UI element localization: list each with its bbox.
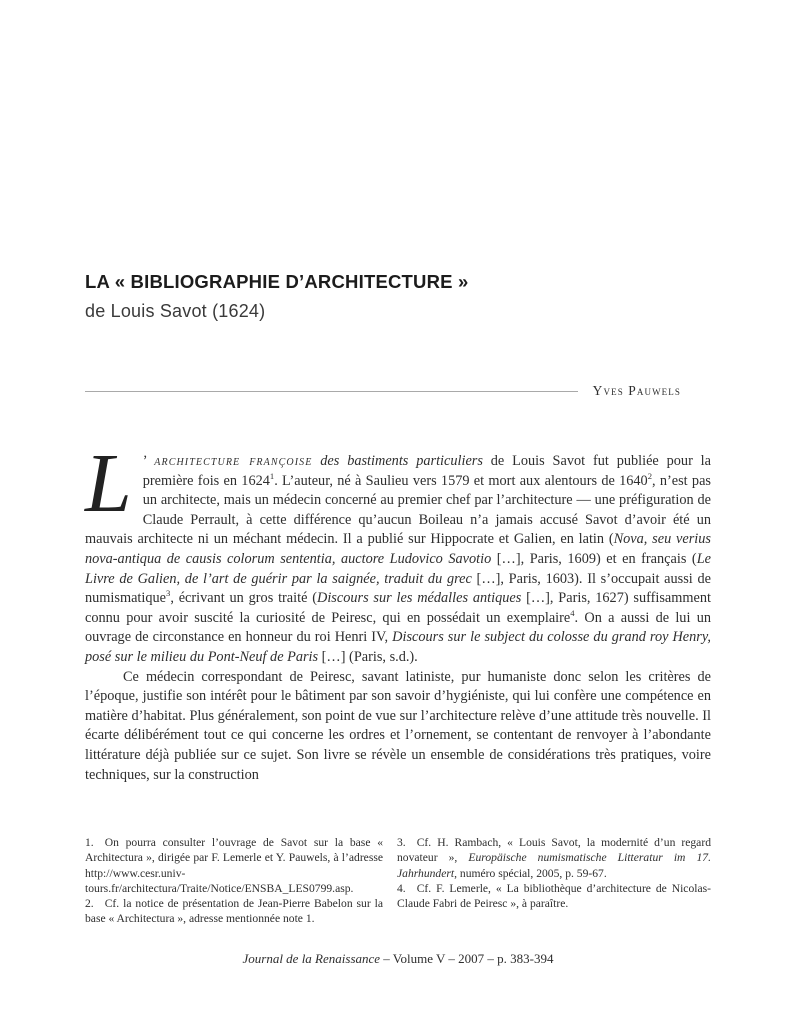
article-body <box>85 437 711 785</box>
author-row <box>85 383 681 399</box>
paragraph-1 <box>85 437 711 668</box>
author-rule-divider <box>85 391 578 392</box>
footnote-4-text: Cf. F. Lemerle, « La bibliothèque d’architecture de Nicolas-Claude Fabri de Peiresc », à paraître. <box>397 881 711 911</box>
article-subtitle: de Louis Savot (1624) <box>85 301 266 321</box>
title-block <box>85 271 711 322</box>
footnote-2 <box>85 896 383 927</box>
footnote-1-text: On pourra consulter l’ouvrage de Savot sur la base « Architectura », dirigée par F. Lemerle et Y. Pauwels, à l’adresse http://www.cesr.univ-tours.fr/architectura/Traite/Notice/ENSBA_LES0799.asp. <box>85 836 383 895</box>
footnote-3 <box>397 835 711 881</box>
journal-footer: Journal de la Renaissance – Volume V – 2007 – p. 383-394 <box>242 951 554 966</box>
footnote-2-text: Cf. la notice de présentation de Jean-Pierre Babelon sur la base « Architectura », adresse mentionnée note 1. <box>85 897 383 926</box>
footnote-4 <box>397 881 711 912</box>
footnote-3-number: 3. <box>397 836 406 849</box>
footnotes-section <box>85 835 711 927</box>
footnote-3-text: Cf. H. Rambach, « Louis Savot, la modernité d’un regard novateur », Europäische numismatische Litteratur im 17. Jahrhundert, numéro spécial, 2005, p. 59-67. <box>397 836 711 880</box>
footnote-2-number: 2. <box>85 897 94 911</box>
footnotes-column-right <box>397 835 711 927</box>
author-name: Yves Pauwels <box>592 383 681 398</box>
footnote-1 <box>85 835 383 896</box>
paragraph-2: Ce médecin correspondant de Peiresc, savant latiniste, pur humaniste donc selon les critères de l’époque, justifie son intérêt pour le bâtiment par son savoir d’hygiéniste, qui lui confère une compétence en matière d’habitat. Plus généralement, son point de vue sur l’architecture relève d’une attitude très nouvelle. Il écarte délibérément tout ce qui concerne les ordres et l’ornement, se contentant de renvoyer à l’abondante littérature déjà publiée sur ce sujet. Son livre se révèle un ensemble de considérations très pratiques, voire techniques, sur la construction <box>85 668 711 783</box>
article-title: LA « BIBLIOGRAPHIE D’ARCHITECTURE » <box>85 271 469 292</box>
footnotes-column-left <box>85 835 383 927</box>
footnote-1-number: 1. <box>85 836 94 849</box>
footnote-4-number: 4. <box>397 881 406 895</box>
paragraph-1-text: ’ architecture françoise des bastiments particuliers de Louis Savot fut publiée pour la première fois en 1624$^1$. L’auteur, né à Saulieu vers 1579 et mort aux alentours de 1640$^2$, n’est pas un architecte, mais un médecin concerné au premier chef par l’architecture — une préfiguration de Claude Perrault, à cette différence qu’aucun Boileau n’a jamais accusé Savot d’avoir été un mauvais architecte ni un méchant médecin. Il a publié sur Hippocrate et Galien, en latin (Nova, seu verius nova-antiqua de causis colorum sententia, auctore Ludovico Savotio […], Paris, 1609) et en français (Le Livre de Galien, de l’art de guérir par la saignée, traduit du grec […], Paris, 1603). Il s’occupait aussi de numismatique$^3$, écrivant un gros traité (Discours sur les médalles antiques […], Paris, 1627) suffisamment connu pour avoir suscité la curiosité de Peiresc, qui en possédait un exemplaire$^4$. On a aussi de lui un ouvrage de circonstance en honneur du roi Henri IV, Discours sur le subject du colosse du grand roy Henry, posé sur le milieu du Pont-Neuf de Paris […] (Paris, s.d.). <box>85 453 711 665</box>
dropcap-letter: L <box>85 437 132 530</box>
